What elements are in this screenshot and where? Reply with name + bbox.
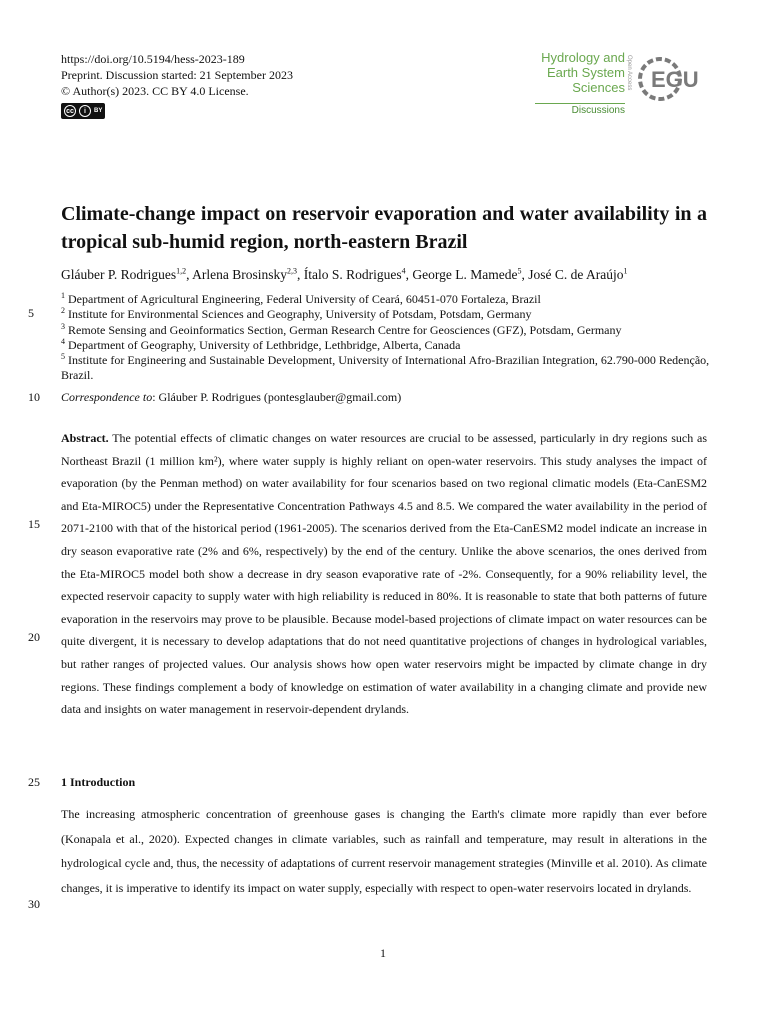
abstract xyxy=(61,427,707,721)
author-name: Gláuber P. Rodrigues xyxy=(61,267,177,282)
line-number: 20 xyxy=(28,630,40,644)
affiliation-text: Department of Agricultural Engineering, Federal University of Ceará, 60451-070 Fortaleza, Brazil xyxy=(65,292,541,306)
page-number: 1 xyxy=(380,946,386,960)
author-affiliation-marker: 2,3 xyxy=(287,266,298,276)
preprint-metadata xyxy=(61,51,293,119)
journal-name-line2: Earth System xyxy=(546,65,625,80)
author-name: George L. Mamede xyxy=(412,267,518,282)
author-name: José C. de Araújo xyxy=(528,267,624,282)
affiliation-number: 5 xyxy=(61,352,65,362)
affiliation-number: 1 xyxy=(61,291,65,300)
line-number: 10 xyxy=(28,390,40,404)
author-affiliation-marker: 4 xyxy=(401,266,406,276)
correspondence-label: Correspondence to xyxy=(61,390,153,404)
doi-link[interactable]: https://doi.org/10.5194/hess-2023-189 xyxy=(61,52,245,66)
affiliation-text: Remote Sensing and Geoinformatics Section, German Research Centre for Geosciences (GFZ), Potsdam, Germany xyxy=(65,322,622,337)
correspondence xyxy=(61,390,401,405)
attribution-icon: i xyxy=(79,105,91,117)
line-number: 25 xyxy=(28,775,40,789)
correspondence-text: : Gláuber P. Rodrigues (pontesglauber@gmail.com) xyxy=(152,390,402,404)
introduction-paragraph: The increasing atmospheric concentration of greenhouse gases is changing the Earth's climate more rapidly than ever before (Konapala et al., 2020). Expected changes in climate variables, such as rainfall and temperature, may result in alterations in the hydrological cycle and, thus, the necessity of adaptations of current reservoir management strategies (Minville et al. 2010). As climate changes, it is imperative to identify its impact on water supply, especially with respect to open-water reservoirs located in drylands. xyxy=(61,807,707,896)
author-name: Ítalo S. Rodrigues xyxy=(303,267,402,282)
author-name: Arlena Brosinsky xyxy=(192,267,288,282)
copyright-notice: © Author(s) 2023. CC BY 4.0 License. xyxy=(61,84,249,98)
egu-logo-text: EGU xyxy=(651,67,699,92)
author-affiliation-marker: 1,2 xyxy=(176,266,187,276)
section-heading: 1 Introduction xyxy=(61,775,136,789)
egu-logo-icon xyxy=(638,55,708,103)
journal-divider xyxy=(535,103,625,104)
author-affiliation-marker: 5 xyxy=(517,266,522,276)
affiliation-list xyxy=(61,292,711,384)
line-number: 5 xyxy=(28,306,34,320)
open-access-label: Open Access xyxy=(626,55,632,91)
affiliation-item xyxy=(61,323,711,338)
line-number: 30 xyxy=(28,897,40,911)
affiliation-item xyxy=(61,292,711,307)
author-list: Gláuber P. Rodrigues$^{1,2}$, Arlena Brosinsky$^{2,3}$, Ítalo S. Rodrigues$^4$, George L. Mamede$^5$, José C. de Araújo$^1$ xyxy=(61,266,628,282)
journal-logo xyxy=(525,50,715,120)
affiliation-item xyxy=(61,307,711,322)
affiliation-text: Institute for Environmental Sciences and Geography, University of Potsdam, Potsdam, Germany xyxy=(65,307,532,322)
cc-by-license-badge[interactable] xyxy=(61,103,105,119)
affiliation-item xyxy=(61,353,711,384)
abstract-text: The potential effects of climatic changes on water resources are crucial to be assessed, particularly in dry regions such as Northeast Brazil (1 million km²), where water supply is highly reliant on open-water reservoirs. This study analyses the impact of evaporation (by the Penman method) on water availability for four scenarios based on two regional climatic models (Eta-CanESM2 and Eta-MIROC5) under the Representative Concentration Pathways 4.5 and 8.5. We compared the water availability in the period of 2071-2100 with that of the historical period (1961-2005). The scenarios derived from the Eta-CanESM2 model indicate an increase in dry season evaporative rate (2% and 6%, respectively) by the end of the century. Unlike the above scenarios, the ones derived from the Eta-MIROC5 model both show a decrease in dry season evaporative rate of -2%. Consequently, for a 90% reliability level, the expected reservoir capacity to supply water with high reliability is reduced in 80%. It is reasonable to state that both patterns of future evaporation in the reservoirs may prove to be plausible. Because model-based projections of climate impact on water resources can be quite divergent, it is necessary to develop adaptations that do not need quantitative projections of changes in hydrological variables, but rather ranges of projected values. Our analysis shows how open water reservoirs might be impacted by climate change in dry regions. These findings complement a body of knowledge on estimation of water availability in a changing climate and provide new data and insights on water management in reservoir-dependent drylands. xyxy=(61,431,707,717)
affiliation-item xyxy=(61,338,711,353)
affiliation-text: Institute for Engineering and Sustainable Development, University of International Afro-Brazilian Integration, 62.790-000 Redenção, Brazil. xyxy=(61,353,710,383)
journal-name-line1: Hydrology and xyxy=(541,50,625,65)
journal-name xyxy=(525,50,625,95)
affiliation-text: Department of Geography, University of Lethbridge, Lethbridge, Alberta, Canada xyxy=(65,337,461,352)
affiliation-number: 2 xyxy=(61,306,65,316)
license-badge-label: BY xyxy=(94,108,103,114)
abstract-label: Abstract. xyxy=(61,431,109,445)
journal-discussions: Discussions xyxy=(571,105,625,116)
preprint-date: Preprint. Discussion started: 21 September 2023 xyxy=(61,68,293,82)
paper-title: Climate-change impact on reservoir evaporation and water availability in a tropical sub-humid region, north-eastern Brazil xyxy=(61,203,707,253)
line-number: 15 xyxy=(28,517,40,531)
journal-name-line3: Sciences xyxy=(572,80,625,95)
affiliation-number: 4 xyxy=(61,336,65,346)
author-affiliation-marker: 1 xyxy=(623,266,628,276)
cc-icon: cc xyxy=(64,105,76,117)
affiliation-number: 3 xyxy=(61,321,65,331)
